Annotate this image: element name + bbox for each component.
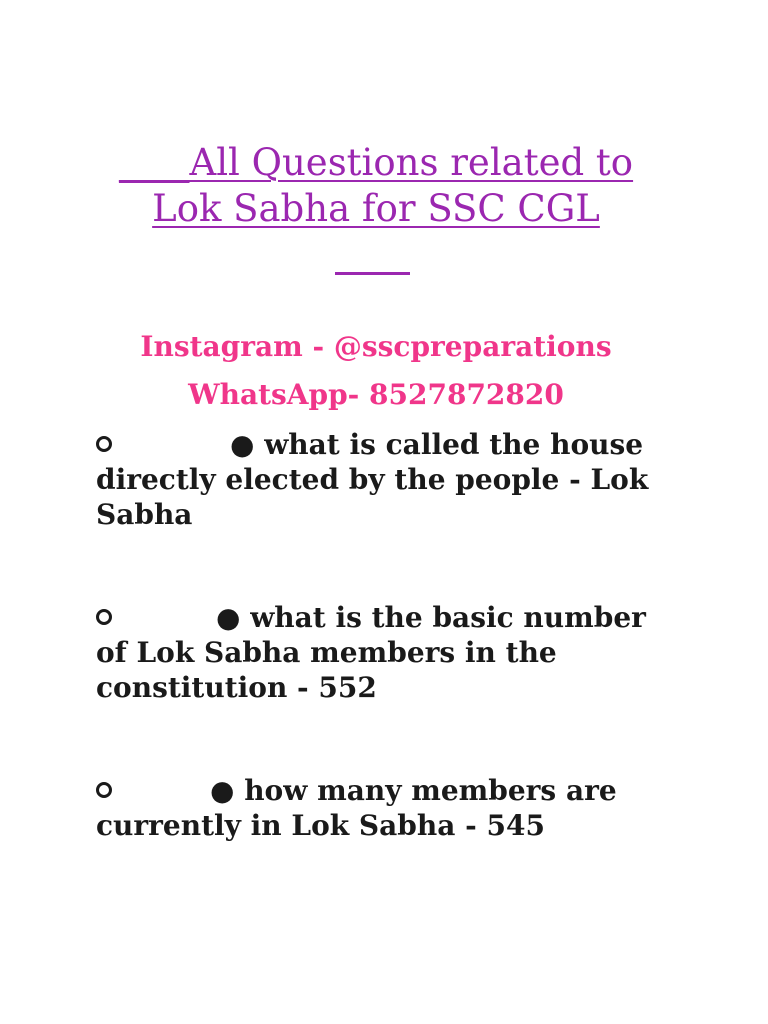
whatsapp-contact: WhatsApp- 8527872820 xyxy=(188,378,564,411)
hollow-bullet-icon xyxy=(96,782,112,798)
question-item-1 xyxy=(96,427,656,532)
bullet-marker: ● xyxy=(230,428,255,461)
title-underline-divider xyxy=(335,272,410,275)
bullet-marker: ● xyxy=(216,601,241,634)
instagram-contact: Instagram - @sscpreparations xyxy=(140,330,612,363)
page-title xyxy=(96,140,656,232)
question-text: what is the basic number of Lok Sabha members in the constitution - 552 xyxy=(96,601,646,704)
question-text: how many members are currently in Lok Sabha - 545 xyxy=(96,774,617,842)
page-title-text: All Questions related to Lok Sabha for SSC CGL xyxy=(152,141,634,230)
question-item-2 xyxy=(96,600,656,705)
question-item-3 xyxy=(96,773,656,843)
bullet-marker: ● xyxy=(210,774,235,807)
hollow-bullet-icon xyxy=(96,436,112,452)
hollow-bullet-icon xyxy=(96,609,112,625)
question-text: what is called the house directly elected by the people - Lok Sabha xyxy=(96,428,649,531)
